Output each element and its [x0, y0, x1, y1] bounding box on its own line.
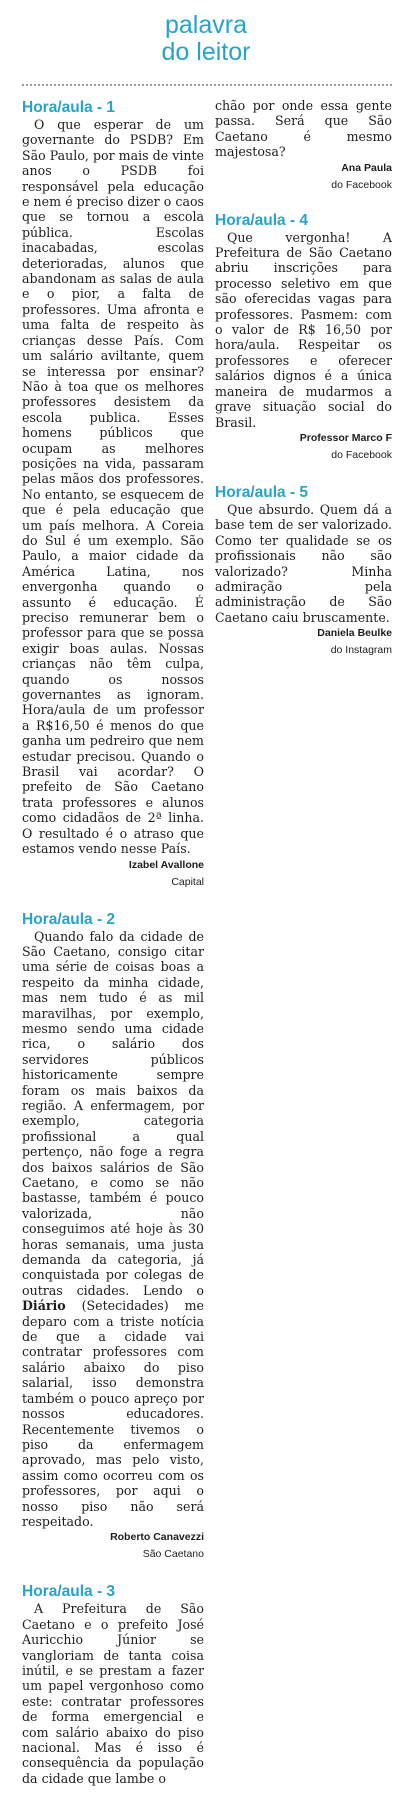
letter-body-continued: chão por onde essa gente passa. Será que São Caetano é mesmo majestosa?: [215, 98, 392, 160]
author-source: do Instagram: [330, 644, 392, 657]
letter-title: Hora/aula - 4: [215, 211, 309, 229]
author-source: do Facebook: [331, 178, 392, 191]
letter-1: [22, 98, 204, 890]
header-line-2: do leitor: [161, 38, 251, 66]
author-name: Ana Paula: [341, 161, 392, 174]
letter-2: [22, 910, 204, 1563]
letter-signature: [215, 626, 392, 658]
letter-signature: [215, 161, 392, 193]
letter-body-text: (Setecidades) me deparo com a triste notícia de que a cidade vai contratar professores com salário abaixo do piso salarial, isso demonstra também o pouco apreço por nossos educadores. Recentemente tivemos o piso da enfermagem aprovado, mas pelo visto, assim como ocorreu com os professores, por aqui o nosso piso não será respeitado.: [22, 1298, 204, 1529]
letter-body-text: Quando falo da cidade de São Caetano, consigo citar uma série de coisas boas a respeito da minha cidade, mas nem tudo é as mil maravilhas, por exemplo, mesmo sendo uma cidade rica, o salário dos servidores públicos historicamente sempre foram os mais baixos da região. A enfermagem, por exemplo, categoria profissional a qual pertenço, não foge a regra dos baixos salários de São Caetano, e como se não bastasse, também é pouco valorizada, não conseguimos até hoje às 30 horas semanais, uma justa demanda da categoria, já conquistada por colegas de outras cidades. Lendo o: [22, 928, 204, 1298]
letter-signature: [22, 858, 204, 890]
section-header: [0, 12, 412, 66]
author-name: Daniela Beulke: [317, 627, 392, 640]
letter-title: Hora/aula - 3: [22, 1583, 116, 1601]
author-source: São Caetano: [142, 1548, 204, 1561]
author-source: Capital: [171, 875, 204, 888]
right-column: [215, 98, 392, 678]
letter-title: Hora/aula - 2: [22, 910, 116, 928]
letter-title: Hora/aula - 1: [22, 99, 116, 116]
author-name: Professor Marco F: [299, 431, 392, 444]
letter-signature: [22, 1530, 204, 1562]
letter-3-continued: [215, 98, 392, 193]
header-line-1: palavra: [165, 11, 247, 39]
letter-body: A Prefeitura de São Caetano e o prefeito José Auricchio Júnior se vangloriam de tanta coisa inútil, e se prestam a fazer um papel vergonhoso como este: contratar professores de forma emergencial e com salário abaixo do piso nacional. Mas é isso é consequência da população da cidade que lambe o: [22, 1601, 204, 1786]
newspaper-name: Diário: [22, 1298, 66, 1314]
letter-body: Que vergonha! A Prefeitura de São Caetano abriu inscrições para processo seletivo em que são oferecidas vagas para professores. Pasmem: com o valor de R$ 16,50 por hora/aula. Respeitar os professores e oferecer salários dignos é a única maneira de mudarmos a grave situação social do Brasil.: [215, 229, 392, 430]
letter-body: [22, 929, 204, 1530]
letter-title: Hora/aula - 5: [215, 483, 309, 501]
letter-3: [22, 1582, 204, 1786]
letter-5: [215, 483, 392, 658]
author-name: Roberto Canavezzi: [110, 1531, 204, 1544]
left-column: [22, 98, 204, 1806]
author-name: Izabel Avallone: [128, 858, 204, 871]
dotted-divider: [22, 84, 392, 86]
letter-body: Que absurdo. Quem dá a base tem de ser valorizado. Como ter qualidade se os profissionais não são valorizado? Minha admiração pela administração de São Caetano caiu bruscamente.: [215, 501, 392, 625]
letter-4: [215, 211, 392, 463]
author-source: do Facebook: [331, 448, 392, 461]
letter-signature: [215, 431, 392, 463]
letter-body: O que esperar de um governante do PSDB? Em São Paulo, por mais de vinte anos o PSDB foi responsável pela educação e nem é preciso dizer o caos que se tornou a escola pública. Escolas inacabadas, escolas deterioradas, alunos que abandonam as salas de aula e o pior, a falta de professores. Uma afronta e uma falta de respeito às crianças desse País. Com um salário aviltante, quem se interessa por ensinar? Não à toa que os melhores professores desistem da escola publica. Esses homens públicos que ocupam as melhores posições na vida, passaram pelas mãos dos professores. No entanto, se esquecem de que é pela educação que um país melhora. A Coreia do Sul é um exemplo. São Paulo, a maior cidade da América Latina, nos envergonha quando o assunto é educação. É preciso remunerar bem o professor para que se possa exigir boas aulas. Nossas crianças não têm culpa, quando os nossos governantes as ignoram. Hora/aula de um professor a R$16,50 é menos do que ganha um pedreiro que nem estudar precisou. Quando o Brasil vai acordar? O prefeito de São Caetano trata professores e alunos como cidadãos de 2ª linha. O resultado é o atraso que estamos vendo nesse País.: [22, 117, 204, 857]
